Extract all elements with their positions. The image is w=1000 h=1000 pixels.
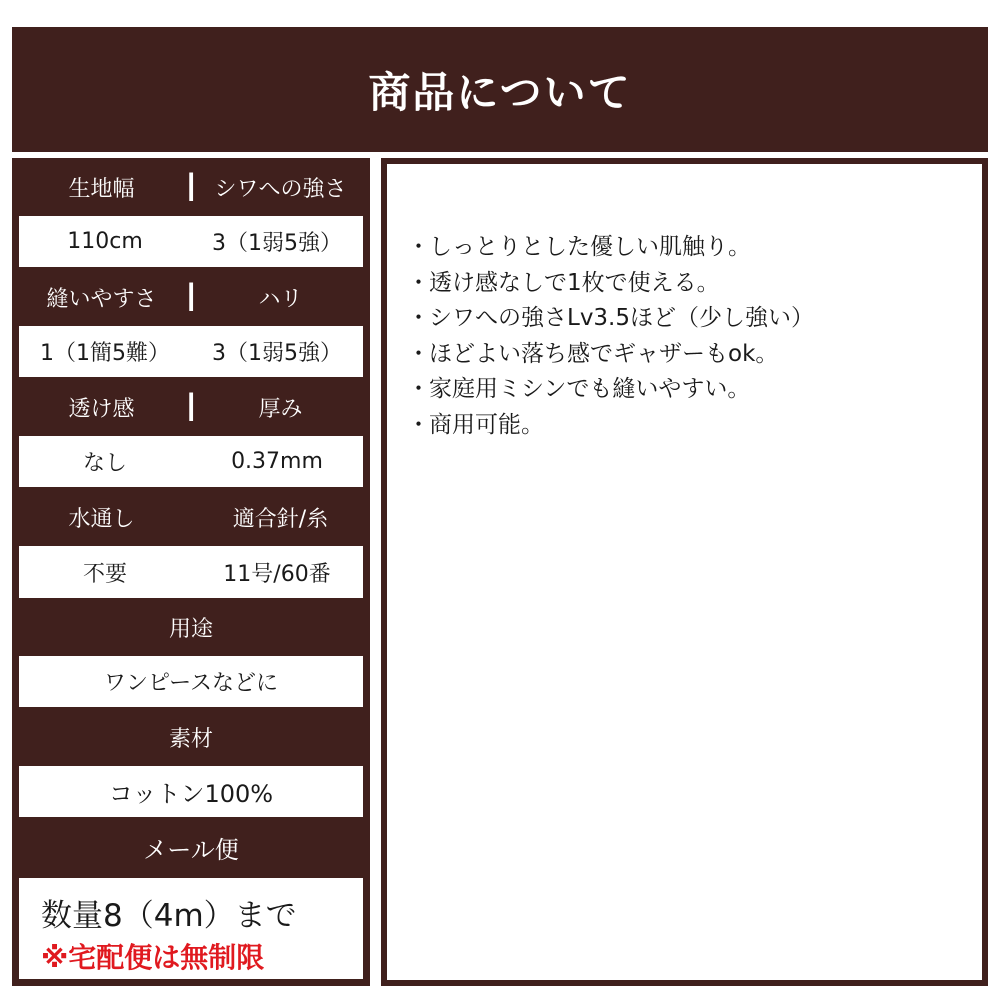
separator-bar: ┃ (184, 173, 199, 201)
spec-label-row-3 (19, 382, 363, 432)
stiffness-label: ハリ (258, 286, 303, 312)
spec-label-row-4 (19, 492, 363, 542)
wrinkle-resistance-label: シワへの強さ (214, 176, 347, 202)
mail-label-row (19, 822, 363, 872)
feature-list (407, 230, 814, 443)
wrinkle-resistance-value: 3（1弱5強） (212, 231, 342, 256)
mail-label: メール便 (143, 835, 239, 864)
spec-value-row-4 (19, 546, 363, 598)
feature-item (407, 408, 814, 444)
mail-note-box (19, 878, 363, 979)
material-label-row (19, 712, 363, 762)
bullet-icon: ・ (407, 269, 430, 296)
thickness-value: 0.37mm (231, 449, 323, 474)
thickness-label: 厚み (258, 396, 303, 422)
spec-value-row-3 (19, 436, 363, 487)
courier-unlimited-note: ※宅配便は無制限 (41, 941, 265, 974)
sewability-value: 1（1簡5難） (40, 341, 170, 366)
bullet-icon: ・ (407, 376, 430, 402)
spec-label-row-1 (19, 162, 363, 212)
spec-panel (12, 158, 370, 986)
usage-label: 用途 (168, 616, 213, 642)
feature-item (407, 266, 814, 302)
material-value: コットン100% (108, 780, 274, 808)
material-value-row (19, 766, 363, 817)
material-label: 素材 (168, 726, 213, 752)
spec-value-row-2 (19, 326, 363, 377)
needle-thread-value: 11号/60番 (223, 561, 331, 587)
usage-value-row (19, 656, 363, 707)
feature-item (407, 230, 814, 266)
header-banner (12, 27, 988, 152)
page-title: 商品について (368, 67, 632, 117)
bullet-icon: ・ (407, 234, 430, 260)
features-box (387, 164, 982, 980)
feature-text: 家庭用ミシンでも縫いやすい。 (429, 376, 751, 402)
spec-label-row-2 (19, 272, 363, 322)
usage-label-row (19, 602, 363, 652)
sewability-label: 縫いやすさ (46, 286, 157, 312)
feature-text: 透け感なしで1枚で使える。 (429, 269, 720, 296)
feature-text: しっとりとした優しい肌触り。 (429, 234, 751, 260)
prewash-label: 水通し (68, 506, 135, 532)
features-panel (381, 158, 988, 986)
feature-text: シワへの強さLv3.5ほど（少し強い） (429, 305, 815, 331)
spec-value-row-1 (19, 216, 363, 267)
separator-bar: ┃ (184, 393, 199, 421)
transparency-label: 透け感 (68, 396, 135, 422)
needle-thread-label: 適合針/糸 (232, 506, 329, 532)
mail-quantity-value: 数量8（4m）まで (41, 898, 297, 934)
feature-item (407, 337, 814, 373)
bullet-icon: ・ (407, 411, 430, 438)
feature-text: ほどよい落ち感でギャザーもok。 (429, 340, 779, 367)
prewash-value: 不要 (82, 561, 127, 587)
feature-text: 商用可能。 (429, 411, 544, 438)
transparency-value: なし (82, 451, 127, 476)
bullet-icon: ・ (407, 305, 430, 331)
feature-item (407, 372, 814, 408)
feature-item (407, 301, 814, 337)
fabric-width-label: 生地幅 (68, 176, 135, 202)
fabric-width-value: 110cm (67, 229, 143, 254)
usage-value: ワンピースなどに (103, 671, 279, 696)
bullet-icon: ・ (407, 340, 430, 367)
stiffness-value: 3（1弱5強） (212, 341, 342, 366)
separator-bar: ┃ (184, 283, 199, 311)
